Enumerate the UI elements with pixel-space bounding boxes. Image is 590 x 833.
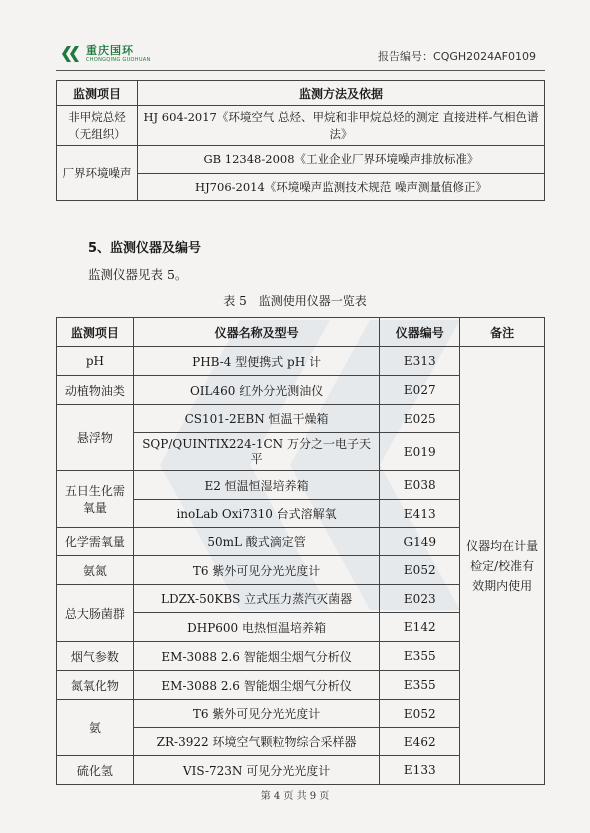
- instrument-cell: E2 恒温恒湿培养箱: [133, 471, 380, 500]
- header-remark: 备注: [460, 318, 545, 347]
- section-title: 5、监测仪器及编号: [88, 241, 202, 256]
- code-cell: G149: [380, 528, 460, 556]
- instrument-cell: CS101-2EBN 恒温干燥箱: [133, 405, 380, 433]
- code-cell: E052: [380, 700, 460, 728]
- methods-item: 厂界环境噪声: [57, 146, 138, 201]
- instrument-cell: SQP/QUINTIX224-1CN 万分之一电子天平: [133, 433, 380, 471]
- methods-table: [56, 80, 545, 201]
- instrument-cell: ZR-3922 环境空气颗粒物综合采样器: [133, 728, 380, 756]
- instrument-cell: LDZX-50KBS 立式压力蒸汽灭菌器: [133, 585, 380, 613]
- code-cell: E313: [380, 347, 460, 376]
- methods-method: GB 12348-2008《工业企业厂界环境噪声排放标准》: [138, 146, 545, 174]
- item-cell: 氨氮: [57, 556, 134, 585]
- code-cell: E019: [380, 433, 460, 471]
- header-code: 仪器编号: [380, 318, 460, 347]
- code-cell: E023: [380, 585, 460, 613]
- instrument-table: [56, 317, 545, 785]
- company-logo: [60, 45, 151, 63]
- instrument-cell: DHP600 电热恒温培养箱: [133, 613, 380, 642]
- page-footer: 第 4 页 共 9 页: [260, 791, 330, 802]
- section-text: 监测仪器见表 5。: [88, 267, 188, 282]
- item-cell: 烟气参数: [57, 642, 134, 671]
- item-cell: 总大肠菌群: [57, 585, 134, 642]
- logo-icon: [60, 45, 82, 63]
- methods-method: HJ 604-2017《环境空气 总烃、甲烷和非甲烷总烃的测定 直接进样-气相色谱法》: [138, 106, 545, 146]
- item-cell: 硫化氢: [57, 756, 134, 785]
- header-item: 监测项目: [57, 318, 134, 347]
- methods-header-row: [57, 81, 545, 106]
- logo-en-text: CHONGQING GUOHUAN: [86, 57, 151, 63]
- code-cell: E027: [380, 376, 460, 405]
- item-cell: 氮氧化物: [57, 671, 134, 700]
- code-cell: E052: [380, 556, 460, 585]
- code-cell: E355: [380, 642, 460, 671]
- code-cell: E355: [380, 671, 460, 700]
- methods-item: 非甲烷总烃（无组织）: [57, 106, 138, 146]
- header-instrument: 仪器名称及型号: [133, 318, 380, 347]
- code-cell: E142: [380, 613, 460, 642]
- instrument-cell: T6 紫外可见分光光度计: [133, 700, 380, 728]
- code-cell: E462: [380, 728, 460, 756]
- report-number: 报告编号：CQGH2024AF0109: [378, 50, 536, 63]
- instrument-cell: OIL460 红外分光测油仪: [133, 376, 380, 405]
- item-cell: 动植物油类: [57, 376, 134, 405]
- methods-header-method: 监测方法及依据: [138, 81, 545, 106]
- remark-cell: 仪器均在计量检定/校准有效期内使用: [460, 347, 545, 785]
- item-cell: 氨: [57, 700, 134, 756]
- instrument-cell: inoLab Oxi7310 台式溶解氧: [133, 500, 380, 528]
- instrument-cell: EM-3088 2.6 智能烟尘烟气分析仪: [133, 671, 380, 700]
- table-row: [57, 347, 545, 376]
- instrument-cell: VIS-723N 可见分光光度计: [133, 756, 380, 785]
- table-caption: 表 5 监测使用仪器一览表: [223, 294, 367, 308]
- instrument-cell: EM-3088 2.6 智能烟尘烟气分析仪: [133, 642, 380, 671]
- code-cell: E133: [380, 756, 460, 785]
- code-cell: E025: [380, 405, 460, 433]
- methods-method: HJ706-2014《环境噪声监测技术规范 噪声测量值修正》: [138, 174, 545, 201]
- item-cell: 悬浮物: [57, 405, 134, 471]
- instrument-cell: 50mL 酸式滴定管: [133, 528, 380, 556]
- header-divider: [56, 70, 545, 71]
- methods-header-item: 监测项目: [57, 81, 138, 106]
- instrument-cell: T6 紫外可见分光光度计: [133, 556, 380, 585]
- item-cell: pH: [57, 347, 134, 376]
- table-row: [57, 106, 545, 146]
- item-cell: 五日生化需氧量: [57, 471, 134, 528]
- logo-cn-text: 重庆国环: [86, 44, 134, 57]
- table-row: [57, 146, 545, 174]
- code-cell: E413: [380, 500, 460, 528]
- instrument-header-row: [57, 318, 545, 347]
- instrument-cell: PHB-4 型便携式 pH 计: [133, 347, 380, 376]
- item-cell: 化学需氧量: [57, 528, 134, 556]
- code-cell: E038: [380, 471, 460, 500]
